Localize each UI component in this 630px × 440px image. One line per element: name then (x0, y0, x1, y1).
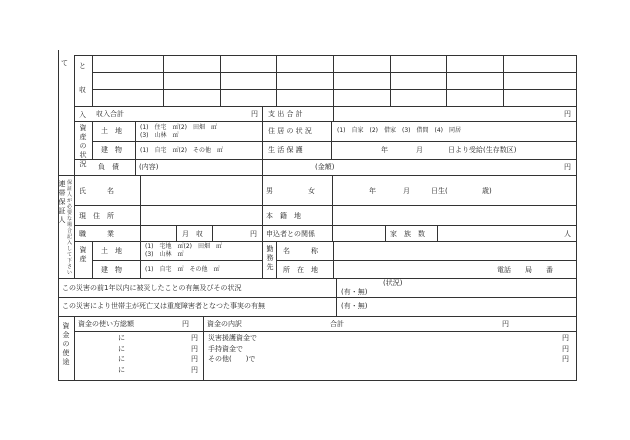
funds-row-4-ni: に (118, 366, 125, 374)
funds-row-3-ni: に (118, 355, 125, 363)
housing-label: 住 居 の 状 況 (268, 127, 312, 135)
funds-breakdown-header: 資金の内訳 (207, 320, 242, 328)
table-bottom-border (58, 380, 577, 381)
guarantor-side-right: 保証人が必要な場合記入して下さい (66, 180, 72, 276)
grid-col-4 (276, 55, 277, 106)
assets-debt-content: (内容) (139, 163, 159, 171)
grid-row-3 (74, 106, 577, 107)
disaster-q-divider (336, 278, 337, 316)
guarantor-work-label-divider (333, 241, 334, 278)
assets-debt-label: 負 債 (98, 163, 119, 171)
assets-land-text-1: (1) 住宅 ㎡(2) 田畑 ㎡ (140, 124, 217, 131)
funds-mid-divider (203, 316, 204, 380)
guarantor-domicile-label: 本 籍 地 (266, 212, 301, 220)
grid-row-1 (92, 72, 577, 73)
guarantor-side-divider (74, 175, 75, 278)
family-divider (385, 225, 386, 241)
disaster-row-2 (58, 316, 577, 317)
guarantor-work-name: 名 称 (283, 247, 318, 255)
disaster-row-1 (58, 297, 577, 298)
disaster-q1-status: (状況) (383, 279, 403, 287)
assets-building-label: 建 物 (101, 146, 122, 154)
guarantor-label-divider (140, 175, 141, 241)
grid-col-6 (390, 55, 391, 106)
income-side-char-3: 入 (79, 111, 86, 119)
left-tab-te: て (61, 59, 68, 67)
guarantor-land-label: 土 地 (101, 247, 122, 255)
grid-col-5 (333, 55, 334, 106)
income-total-label: 収入合計 (96, 110, 124, 118)
funds-row-1-item: 災害援護資金で (208, 334, 257, 342)
guarantor-side-left: 連帯保証人 (58, 180, 66, 224)
funds-usage-unit: 円 (182, 320, 189, 328)
grid-row-2 (92, 89, 577, 90)
funds-row-4-yen: 円 (191, 366, 198, 374)
guarantor-address-label: 現 住 所 (79, 212, 114, 220)
guarantor-asset-side: 資産 (79, 246, 87, 263)
assets-side-divider (92, 121, 93, 159)
welfare-label: 生 活 保 護 (268, 146, 303, 154)
guarantor-asset-label-divider (140, 241, 141, 278)
funds-row-3-yen: 円 (191, 355, 198, 363)
guarantor-income-unit: 円 (250, 230, 257, 238)
funds-row-3-item: その他( )で (208, 355, 256, 363)
funds-row-1-ni: に (118, 334, 125, 342)
funds-usage-header: 資金の使い方総額 (78, 320, 134, 328)
housing-label-divider (331, 121, 332, 159)
funds-row-1-yen: 円 (191, 334, 198, 342)
guarantor-job-label: 職 業 (79, 230, 114, 238)
income-unit-divider (212, 225, 213, 241)
funds-row-1-item-yen: 円 (562, 334, 569, 342)
funds-row-2-item: 手持資金で (208, 345, 243, 353)
funds-row-2-item-yen: 円 (562, 345, 569, 353)
guarantor-sex-label: 男 女 (266, 187, 315, 195)
assets-side-label: 資産の状況 (79, 124, 87, 168)
housing-options: (1) 自家 (2) 借家 (3) 借間 (4) 同居 (337, 127, 461, 134)
guarantor-row-2 (74, 225, 577, 226)
guarantor-birth-month: 月 (403, 187, 410, 195)
expense-label-divider (333, 106, 334, 121)
grid-col-7 (446, 55, 447, 106)
guarantor-building-label: 建 物 (101, 266, 122, 274)
income-side-char-1: と (79, 62, 86, 70)
guarantor-row-4 (92, 260, 263, 261)
guarantor-right-divider (332, 175, 333, 241)
grid-col-3 (220, 55, 221, 106)
assets-land-label: 土 地 (101, 127, 122, 135)
guarantor-phone-label: 電話 局 番 (497, 266, 553, 274)
welfare-month: 月 (416, 146, 423, 154)
guarantor-work-side: 勤務先 (266, 245, 274, 271)
guarantor-work-address: 所 在 地 (283, 266, 318, 274)
funds-row-2-ni: に (118, 345, 125, 353)
guarantor-birth-year: 年 (369, 187, 376, 195)
grid-col-2 (163, 55, 164, 106)
income-col-divider (176, 225, 177, 241)
expense-total-label: 支 出 合 計 (268, 110, 303, 118)
funds-side-label: 資金の使途 (62, 322, 70, 366)
assets-debt-amount: (金額) (315, 163, 335, 171)
guarantor-family-unit: 人 (564, 230, 571, 238)
funds-header-row (74, 331, 577, 332)
disaster-q1-yesno: (有・無) (341, 288, 368, 296)
income-side-divider (74, 55, 75, 175)
guarantor-birth-day: 日生( (431, 187, 448, 195)
income-total-row-bottom (74, 121, 577, 122)
grid-col-1 (92, 55, 93, 106)
guarantor-mid-divider (262, 175, 263, 278)
funds-side-divider (74, 316, 75, 380)
guarantor-row-5 (58, 278, 577, 279)
assets-land-text-2: (3) 山林 ㎡ (140, 132, 179, 139)
welfare-year: 年 (381, 146, 388, 154)
assets-row-2 (74, 159, 577, 160)
assets-building-text: (1) 自宅 ㎡(2) その他 ㎡ (140, 147, 223, 154)
income-total-unit: 円 (251, 110, 258, 118)
guarantor-age-suffix: 歳) (482, 187, 492, 195)
disaster-question-2: この災害により世帯主が死亡又は重度障害者となつた事実の有無 (62, 302, 265, 310)
funds-row-3-item-yen: 円 (562, 355, 569, 363)
disaster-q2-yesno: (有・無) (341, 302, 368, 310)
funds-row-2-yen: 円 (191, 345, 198, 353)
guarantor-row-3 (74, 241, 577, 242)
guarantor-work-row (276, 260, 577, 261)
grid-row-top (74, 55, 577, 56)
funds-total-label: 合計 (330, 320, 344, 328)
assets-label-divider (135, 121, 136, 175)
guarantor-row-1 (74, 205, 577, 206)
assets-row-1 (92, 141, 577, 142)
guarantor-income-label: 月 収 (182, 230, 203, 238)
assets-debt-unit: 円 (564, 163, 571, 171)
guarantor-relation-label: 申込者との関係 (266, 230, 315, 238)
guarantor-asset-side-divider (92, 241, 93, 278)
guarantor-family-label: 家 族 数 (390, 230, 425, 238)
family-unit-divider (437, 225, 438, 241)
grid-col-8 (503, 55, 504, 106)
welfare-text: 日より受給(生存数区) (448, 146, 517, 154)
expense-total-unit: 円 (564, 110, 571, 118)
assets-row-3 (58, 175, 577, 176)
disaster-question-1: この災害の前1年以内に被災したことの有無及びその状況 (62, 284, 242, 292)
income-side-char-2: 収 (79, 86, 86, 94)
guarantor-name-label: 氏 名 (79, 187, 114, 195)
guarantor-land-text-1: (1) 宅地 ㎡(2) 田畑 ㎡ (145, 243, 222, 250)
guarantor-land-text-2: (3) 山林 ㎡ (145, 251, 184, 258)
funds-total-unit: 円 (502, 320, 509, 328)
guarantor-building-text: (1) 自宅 ㎡ その他 ㎡ (145, 266, 220, 273)
